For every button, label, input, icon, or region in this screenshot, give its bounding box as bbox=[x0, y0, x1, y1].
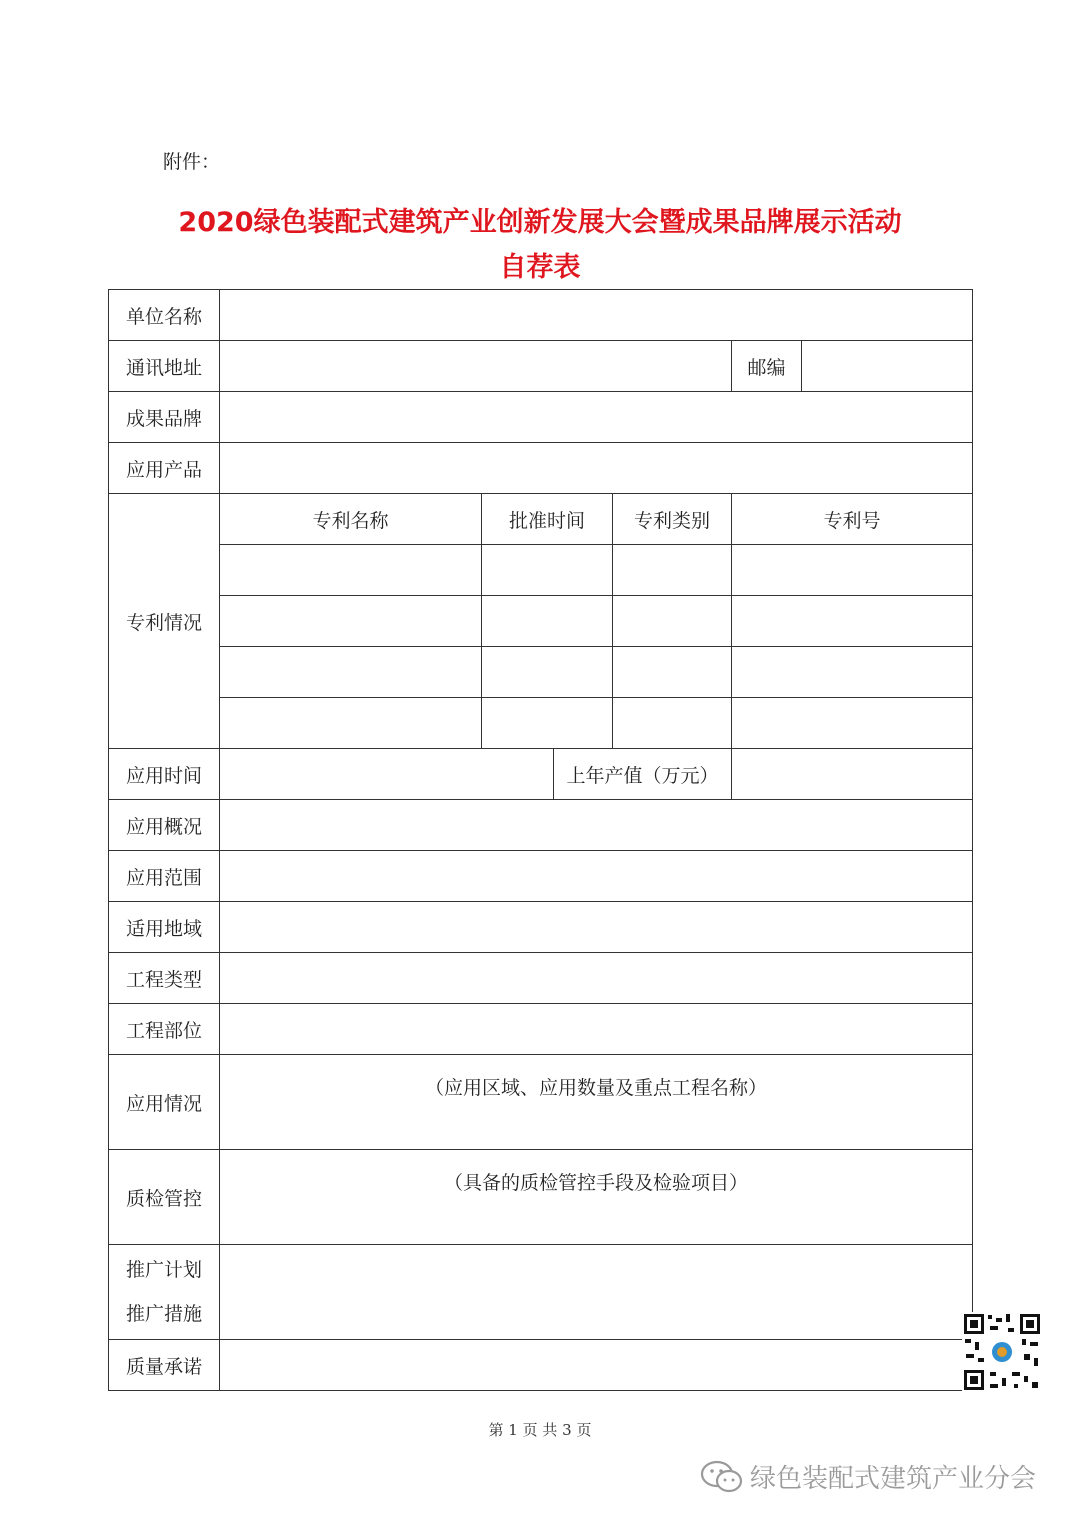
promotion-label bbox=[109, 1245, 220, 1340]
brand-field[interactable] bbox=[220, 392, 973, 443]
patent-name-cell[interactable] bbox=[220, 545, 482, 596]
qr-code-icon bbox=[962, 1312, 1042, 1392]
patent-number-cell[interactable] bbox=[732, 596, 973, 647]
postcode-label: 邮编 bbox=[732, 341, 802, 392]
patent-name-cell[interactable] bbox=[220, 596, 482, 647]
patent-date-header: 批准时间 bbox=[482, 494, 613, 545]
patent-date-cell[interactable] bbox=[482, 698, 613, 749]
patent-section-label: 专利情况 bbox=[109, 494, 220, 749]
patent-name-cell[interactable] bbox=[220, 698, 482, 749]
address-label: 通讯地址 bbox=[109, 341, 220, 392]
quality-control-label: 质检管控 bbox=[109, 1150, 220, 1245]
project-type-field[interactable] bbox=[220, 953, 973, 1004]
quality-promise-field[interactable] bbox=[220, 1340, 973, 1391]
page-current: 1 bbox=[508, 1421, 518, 1439]
apply-time-field[interactable] bbox=[220, 749, 554, 800]
application-field[interactable]: （应用区域、应用数量及重点工程名称） bbox=[220, 1055, 973, 1150]
page-total: 3 bbox=[562, 1421, 572, 1439]
attachment-label: 附件： bbox=[163, 151, 221, 173]
form-title: 2020绿色装配式建筑产业创新发展大会暨成果品牌展示活动 bbox=[178, 207, 902, 238]
quality-promise-label: 质量承诺 bbox=[109, 1340, 220, 1391]
patent-date-cell[interactable] bbox=[482, 647, 613, 698]
promotion-measures-label: 推广措施 bbox=[125, 1303, 202, 1325]
patent-number-cell[interactable] bbox=[732, 545, 973, 596]
patent-type-cell[interactable] bbox=[613, 545, 732, 596]
page-mid: 页 共 bbox=[522, 1421, 558, 1439]
page-suffix: 页 bbox=[576, 1421, 592, 1439]
patent-number-cell[interactable] bbox=[732, 698, 973, 749]
form-subtitle: 自荐表 bbox=[499, 252, 581, 283]
project-part-label: 工程部位 bbox=[109, 1004, 220, 1055]
region-field[interactable] bbox=[220, 902, 973, 953]
application-label: 应用情况 bbox=[109, 1055, 220, 1150]
scope-label: 应用范围 bbox=[109, 851, 220, 902]
patent-date-cell[interactable] bbox=[482, 545, 613, 596]
product-field[interactable] bbox=[220, 443, 973, 494]
brand-label: 成果品牌 bbox=[109, 392, 220, 443]
patent-date-cell[interactable] bbox=[482, 596, 613, 647]
last-year-output-label: 上年产值（万元） bbox=[554, 749, 732, 800]
promotion-plan-label: 推广计划 bbox=[125, 1259, 202, 1281]
product-label: 应用产品 bbox=[109, 443, 220, 494]
watermark-text: 绿色装配式建筑产业分会 bbox=[750, 1464, 1037, 1494]
page-footer bbox=[0, 1419, 1080, 1440]
last-year-output-field[interactable] bbox=[732, 749, 973, 800]
project-part-field[interactable] bbox=[220, 1004, 973, 1055]
self-recommendation-form bbox=[108, 289, 973, 1391]
project-type-label: 工程类型 bbox=[109, 953, 220, 1004]
promotion-field[interactable] bbox=[220, 1245, 973, 1340]
apply-time-label: 应用时间 bbox=[109, 749, 220, 800]
wechat-icon bbox=[700, 1459, 744, 1495]
overview-label: 应用概况 bbox=[109, 800, 220, 851]
patent-number-header: 专利号 bbox=[732, 494, 973, 545]
postcode-field[interactable] bbox=[802, 341, 973, 392]
unit-name-label: 单位名称 bbox=[109, 290, 220, 341]
patent-number-cell[interactable] bbox=[732, 647, 973, 698]
patent-type-cell[interactable] bbox=[613, 596, 732, 647]
patent-type-cell[interactable] bbox=[613, 647, 732, 698]
page-prefix: 第 bbox=[488, 1421, 504, 1439]
address-field[interactable] bbox=[220, 341, 732, 392]
overview-field[interactable] bbox=[220, 800, 973, 851]
scope-field[interactable] bbox=[220, 851, 973, 902]
quality-control-field[interactable]: （具备的质检管控手段及检验项目） bbox=[220, 1150, 973, 1245]
watermark bbox=[700, 1458, 1036, 1495]
patent-name-cell[interactable] bbox=[220, 647, 482, 698]
patent-name-header: 专利名称 bbox=[220, 494, 482, 545]
patent-type-header: 专利类别 bbox=[613, 494, 732, 545]
patent-type-cell[interactable] bbox=[613, 698, 732, 749]
unit-name-field[interactable] bbox=[220, 290, 973, 341]
region-label: 适用地域 bbox=[109, 902, 220, 953]
